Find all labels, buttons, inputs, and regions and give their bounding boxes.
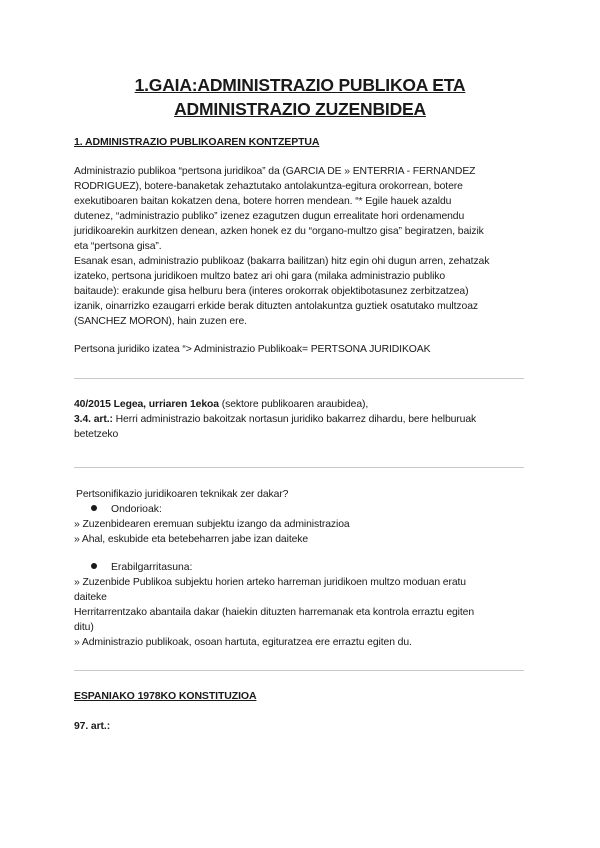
divider [74, 670, 524, 671]
bullet-detail-line: Herritarrentzako abantaila dakar (haiekin dituzten harremanak eta kontrola erraztu egiten [74, 607, 475, 618]
bullet-icon [91, 505, 97, 511]
bullet-item [91, 560, 192, 575]
bullet-detail-line: » Zuzenbide Publikoa subjektu horien arteko harreman juridikoen multzo moduan eratu [74, 577, 466, 588]
bullet-detail-line: ditu) [74, 622, 94, 633]
bullet-label: Ondorioak: [111, 504, 162, 515]
bullet-detail-line: » Administrazio publikoak, osoan hartuta, egituratzea ere erraztu egiten du. [74, 637, 412, 648]
paragraph-line: RODRIGUEZ), botere-banaketak zehaztutako antolakuntza-egitura orokorrean, botere [74, 181, 463, 192]
law-reference [74, 397, 368, 412]
paragraph-line: juridikoarekin aurkitzen denean, azken honek ez du “organo-multzo gisa” begiratzen, baizik [74, 226, 484, 237]
summary-line: Pertsona juridiko izatea “> Administrazio Publikoak= PERTSONA JURIDIKOAK [74, 344, 431, 355]
constitution-article: 97. art.: [74, 721, 111, 732]
paragraph-line: Administrazio publikoa “pertsona juridikoa” da (GARCIA DE » ENTERRIA - FERNANDEZ [74, 166, 476, 177]
bullet-detail-line: » Ahal, eskubide eta betebeharren jabe izan daiteke [74, 534, 309, 545]
paragraph-line: izanik, oinarrizko ezaugarri erkide berak dituzten antolakuntza guztiek osatutako multzoaz [74, 301, 478, 312]
techniques-question: Pertsonifikazio juridikoaren teknikak zer dakar? [76, 489, 289, 500]
paragraph-line: (SANCHEZ MORON), hain zuzen ere. [74, 316, 247, 327]
paragraph-line: baitaude): erakunde gisa helburu bera (interes orokorrak objektibotasunez zerbitzatzea) [74, 286, 469, 297]
divider [74, 378, 524, 379]
paragraph-line: eta “pertsona gisa”. [74, 241, 162, 252]
title-line-2: ADMINISTRAZIO ZUZENBIDEA [174, 99, 426, 119]
law-subtitle: (sektore publikoaren araubidea), [218, 399, 369, 410]
paragraph-line: exekutiboaren baitan kokatzen dena, botere horren mendean. “* Egile hauek azaldu [74, 196, 452, 207]
bullet-detail-line: » Zuzenbidearen eremuan subjektu izango da administrazioa [74, 519, 350, 530]
law-title: 40/2015 Legea, urriaren 1ekoa [74, 399, 219, 410]
constitution-heading: ESPANIAKO 1978KO KONSTITUZIOA [74, 690, 257, 702]
title-line-1: 1.GAIA:ADMINISTRAZIO PUBLIKOA ETA [134, 75, 466, 95]
bullet-item [91, 502, 162, 517]
paragraph-line: Esanak esan, administrazio publikoaz (bakarra bailitzan) hitz egin ohi dugun arren, zehatzak [74, 256, 490, 267]
document-title [60, 73, 540, 121]
bullet-icon [91, 563, 97, 569]
article-text: Herri administrazio bakoitzak nortasun juridiko bakarrez dihardu, bere helburuak [112, 414, 477, 425]
divider [74, 467, 524, 468]
paragraph-line: dutenez, “administrazio publiko” izenez ezagutzen dugun errealitate hori ordenamendu [74, 211, 465, 222]
bullet-label: Erabilgarritasuna: [111, 562, 193, 573]
bullet-detail-line: daiteke [74, 592, 107, 603]
article-number: 3.4. art.: [74, 414, 113, 425]
paragraph-line: izateko, pertsona juridikoen multzo batez ari ohi gara (milaka administrazio publiko [74, 271, 446, 282]
article-text-continued: betetzeko [74, 429, 119, 440]
article-reference [74, 412, 476, 427]
section-1-heading: 1. ADMINISTRAZIO PUBLIKOAREN KONTZEPTUA [74, 136, 320, 148]
